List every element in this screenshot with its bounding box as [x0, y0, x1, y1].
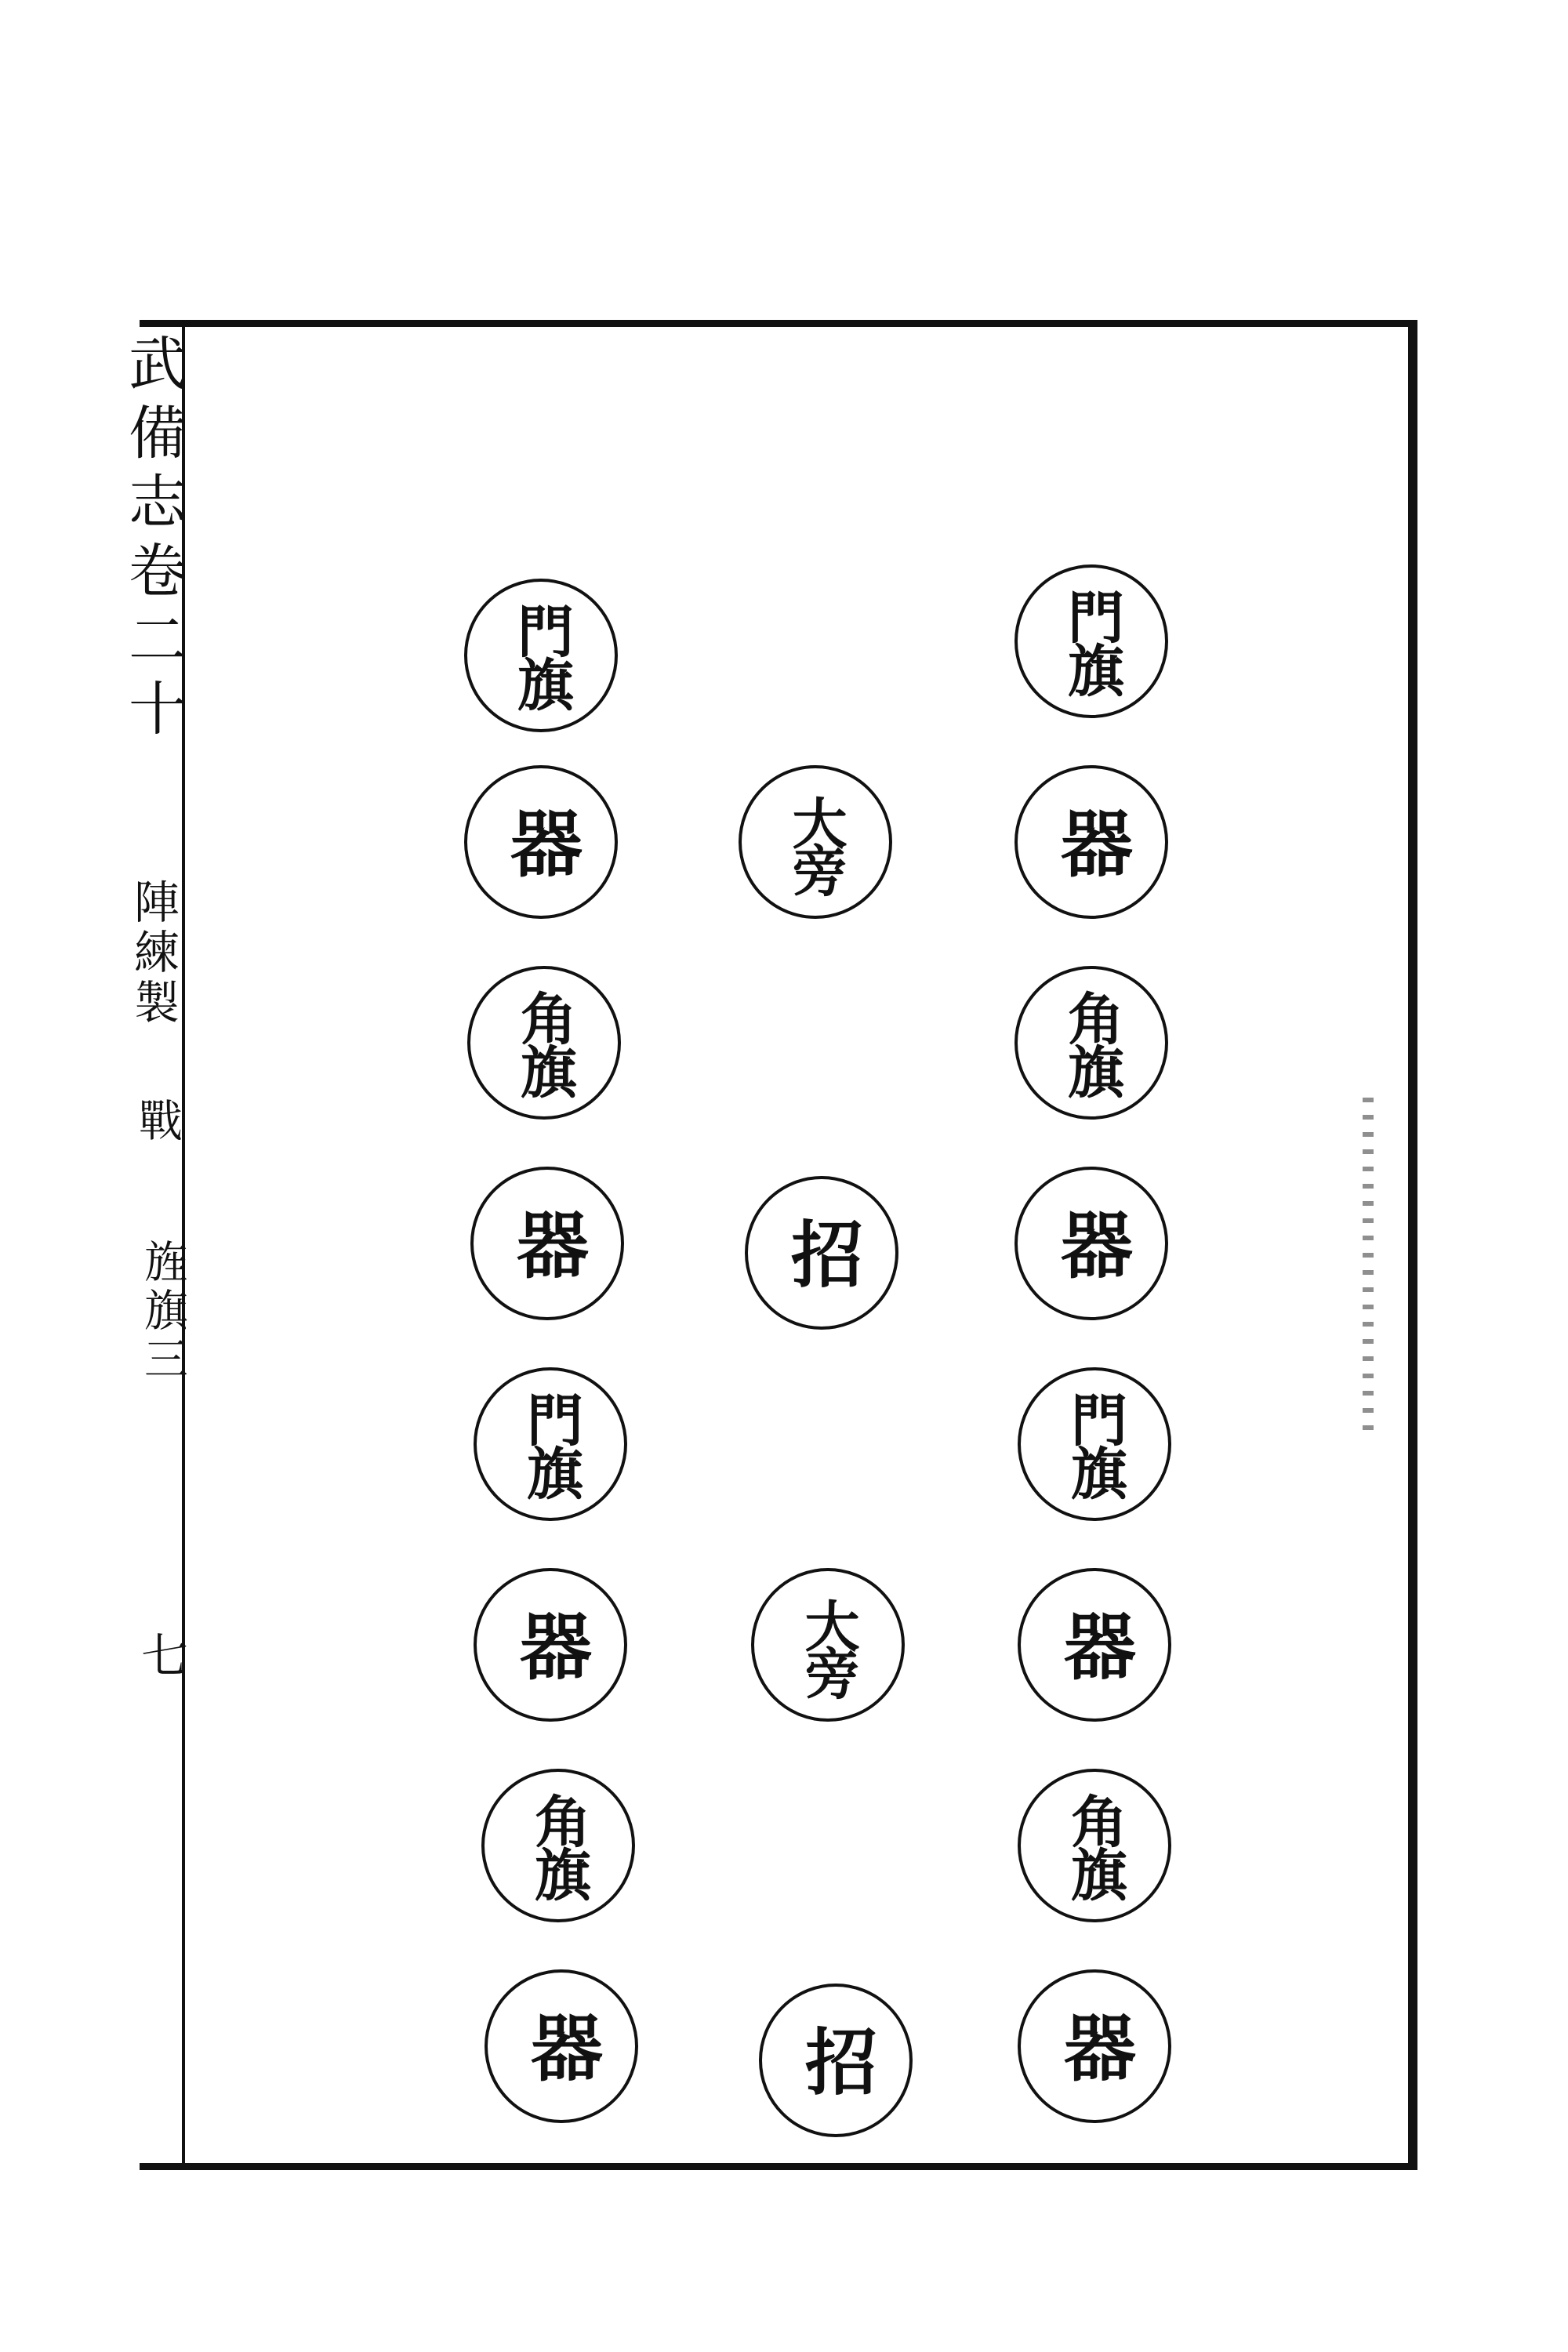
flag-label: 大旁 [796, 1598, 861, 1692]
flag-circle [474, 1367, 627, 1521]
flag-circle [751, 1568, 905, 1722]
flag-circle [1014, 966, 1168, 1120]
flag-circle [481, 1769, 635, 1922]
flag-label: 招 [793, 2024, 878, 2096]
flag-circle [1014, 1167, 1168, 1320]
flag-circle [739, 765, 892, 919]
flag-label: 器 [519, 2010, 604, 2082]
flag-label: 門旗 [1062, 1391, 1128, 1497]
flag-label: 門旗 [508, 602, 575, 709]
flag-circle [467, 966, 621, 1120]
flag-label: 角旗 [511, 989, 578, 1096]
margin-section-title: 陣練製 [126, 878, 180, 1029]
flag-label: 角旗 [1062, 1792, 1128, 1899]
flag-label: 器 [505, 1207, 590, 1279]
flag-circle [1014, 564, 1168, 718]
bleed-through-marks [1363, 1098, 1374, 1443]
flag-circle [464, 579, 618, 732]
flag-label: 門旗 [517, 1391, 584, 1497]
flag-label: 大旁 [783, 795, 848, 889]
margin-subsection: 戰 [132, 1098, 183, 1146]
flag-circle [464, 765, 618, 919]
flag-circle [1018, 1969, 1171, 2123]
flag-label: 招 [779, 1217, 864, 1289]
flag-circle [1018, 1568, 1171, 1722]
flag-label: 器 [1052, 2010, 1137, 2082]
flag-label: 角旗 [1058, 989, 1125, 1096]
flag-label: 器 [1049, 1207, 1134, 1279]
flag-label: 器 [1049, 806, 1134, 878]
flag-circle [759, 1984, 913, 2137]
flag-circle [470, 1167, 624, 1320]
margin-book-title: 武備志卷二十 [119, 333, 187, 747]
flag-circle [1014, 765, 1168, 919]
flag-circle [1018, 1769, 1171, 1922]
flag-label: 角旗 [525, 1792, 592, 1899]
margin-folio-label: 旌旗三 [137, 1239, 188, 1385]
flag-circle [745, 1176, 898, 1330]
flag-circle [474, 1568, 627, 1722]
flag-label: 門旗 [1058, 588, 1125, 695]
flag-label: 器 [508, 1609, 593, 1681]
flag-circle [1018, 1367, 1171, 1521]
margin-page-number: 七 [133, 1631, 188, 1682]
flag-label: 器 [499, 806, 583, 878]
flag-circle [485, 1969, 638, 2123]
flag-label: 器 [1052, 1609, 1137, 1681]
